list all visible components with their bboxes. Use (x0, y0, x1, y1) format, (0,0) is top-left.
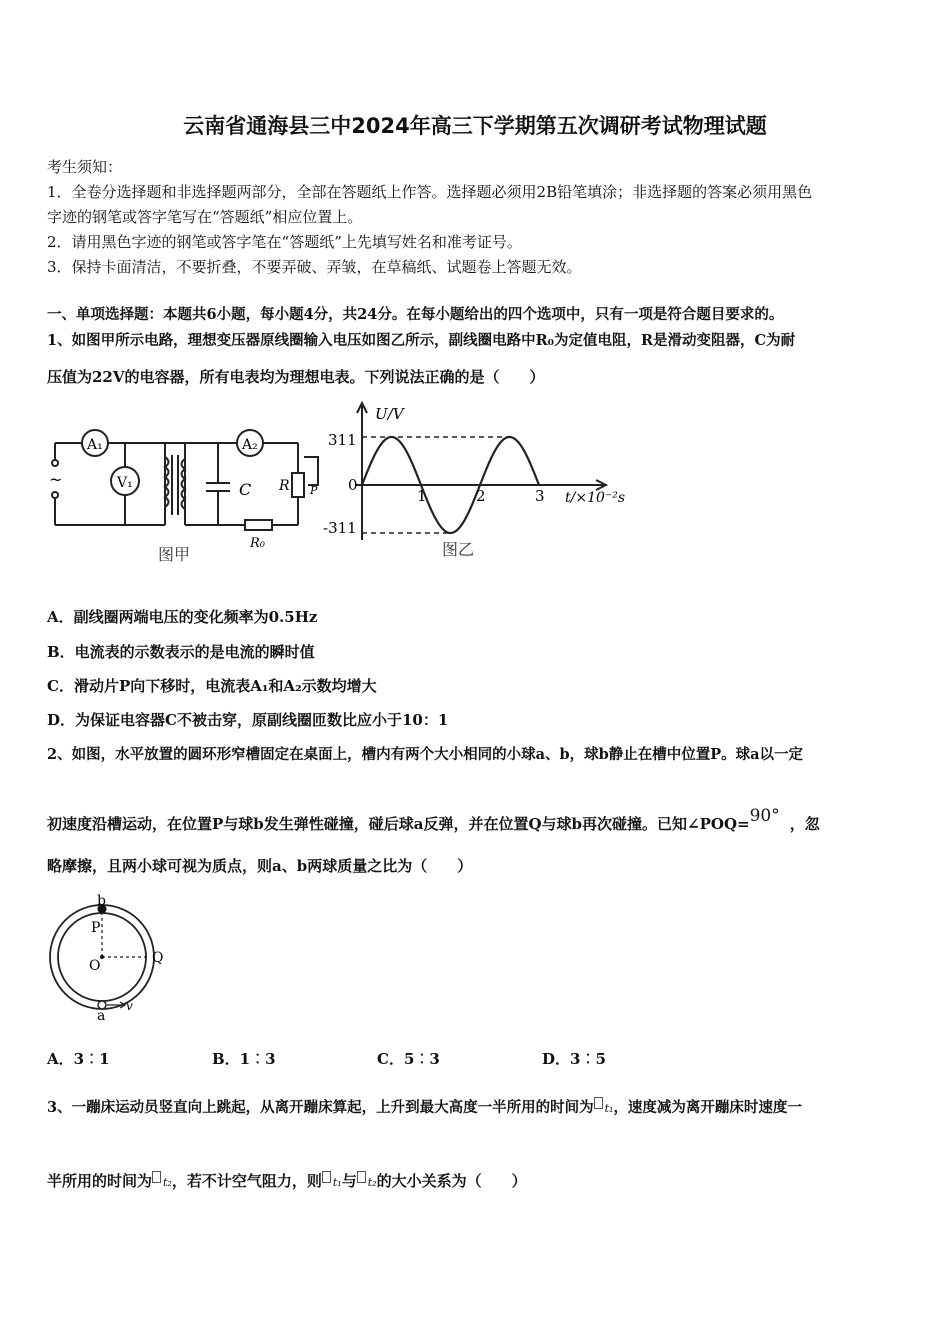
q1-stem-line2: 压值为22V的电容器，所有电表均为理想电表。下列说法正确的是（ ） (47, 368, 545, 386)
q3-stem-line2 (47, 1170, 527, 1191)
q3-stem-text: 与 (341, 1172, 357, 1190)
ac-source-symbol: ~ (49, 470, 63, 489)
point-q-label: Q (152, 950, 164, 966)
y-axis-label: U/V (375, 405, 404, 423)
voltmeter-label: V₁ (117, 475, 133, 491)
t2-symbol: t₂ (357, 1176, 377, 1189)
q1-option-d: D．为保证电容器C不被击穿，原副线圈匝数比应小于10：1 (47, 711, 449, 729)
ammeter-a1-label: A₁ (87, 437, 103, 453)
q2-stem-tail: ，忽 (789, 815, 820, 833)
center-o-label: O (89, 958, 101, 974)
notice-item: 2．请用黑色字迹的钢笔或答字笔在“答题纸”上先填写姓名和准考证号。 (47, 233, 522, 251)
y-tick-label: 311 (328, 431, 357, 449)
ring-diagram (45, 890, 175, 1025)
q3-stem-text: ，若不计空气阻力，则 (171, 1172, 322, 1190)
y-tick-label: -311 (323, 519, 357, 537)
velocity-label: v (126, 999, 133, 1013)
q2-stem-line1: 2、如图，水平放置的圆环形窄槽固定在桌面上，槽内有两个大小相同的小球a、b，球b静止在槽中位置P。球a以一定 (47, 746, 804, 763)
rheostat-label: R (279, 478, 290, 494)
notice-item: 字迹的钢笔或答字笔写在“答题纸”相应位置上。 (47, 208, 363, 226)
x-tick-label: 1 (417, 487, 427, 505)
notice-item: 3．保持卡面清洁，不要折叠，不要弄破、弄皱，在草稿纸、试题卷上答题无效。 (47, 258, 582, 276)
x-tick-label: 2 (476, 487, 486, 505)
q2-stem-text: 初速度沿槽运动，在位置P与球b发生弹性碰撞，碰后球a反弹，并在位置Q与球b再次碰撞。已知∠POQ= (47, 815, 750, 833)
capacitor-label: C (239, 480, 252, 499)
page-title: 云南省通海县三中2024年高三下学期第五次调研考试物理试题 (183, 114, 767, 138)
q3-stem-text: 半所用的时间为 (47, 1172, 153, 1190)
notice-heading: 考生须知： (47, 158, 123, 176)
q2-option-c: C．5︰3 (377, 1050, 440, 1068)
angle-value: 90° (749, 806, 780, 826)
slider-label: P (310, 484, 318, 497)
q1-option-b: B．电流表的示数表示的是电流的瞬时值 (47, 643, 315, 661)
q3-stem-text: 3、一蹦床运动员竖直向上跳起，从离开蹦床算起，上升到最大高度一半所用的时间为 (47, 1099, 594, 1116)
q1-option-a: A．副线圈两端电压的变化频率为0.5Hz (47, 608, 318, 626)
ammeter-a2-label: A₂ (242, 437, 258, 453)
q2-stem-line3: 略摩擦，且两小球可视为质点，则a、b两球质量之比为（ ） (47, 857, 473, 875)
y-tick-label: 0 (348, 476, 358, 494)
q2-option-a: A．3︰1 (47, 1050, 110, 1068)
x-axis-label: t/×10⁻²s (565, 490, 626, 506)
t1-symbol: t₁ (322, 1176, 342, 1189)
q3-stem-text: ，速度减为离开蹦床时速度一 (613, 1099, 802, 1116)
circuit-diagram (40, 415, 330, 570)
point-p-label: P (91, 920, 101, 936)
ball-b-label: b (97, 893, 106, 909)
t2-symbol: t₂ (152, 1176, 172, 1189)
q2-option-d: D．3︰5 (542, 1050, 606, 1068)
notice-item: 1．全卷分选择题和非选择题两部分，全部在答题纸上作答。选择题必须用2B铅笔填涂；非选择题的答案必须用黑色 (47, 183, 813, 201)
voltage-chart (320, 395, 640, 570)
x-tick-label: 3 (535, 487, 545, 505)
q2-option-b: B．1︰3 (212, 1050, 276, 1068)
q2-stem-line2 (47, 806, 820, 834)
q1-stem-line1: 1、如图甲所示电路，理想变压器原线圈输入电压如图乙所示，副线圈电路中R₀为定值电阻，R是滑动变阻器，C为耐 (47, 332, 796, 349)
q3-stem-text: 的大小关系为（ ） (376, 1172, 527, 1190)
q1-option-c: C．滑动片P向下移时，电流表A₁和A₂示数均增大 (47, 677, 377, 695)
r0-label: R₀ (250, 536, 265, 551)
fig-a-caption: 图甲 (158, 545, 191, 564)
fig-b-caption: 图乙 (442, 540, 475, 559)
t1-symbol: t₁ (594, 1102, 614, 1115)
ball-a-label: a (97, 1008, 106, 1024)
q3-stem-line1 (47, 1096, 802, 1117)
section-heading: 一、单项选择题：本题共6小题，每小题4分，共24分。在每小题给出的四个选项中，只有一项是符合题目要求的。 (47, 306, 784, 323)
